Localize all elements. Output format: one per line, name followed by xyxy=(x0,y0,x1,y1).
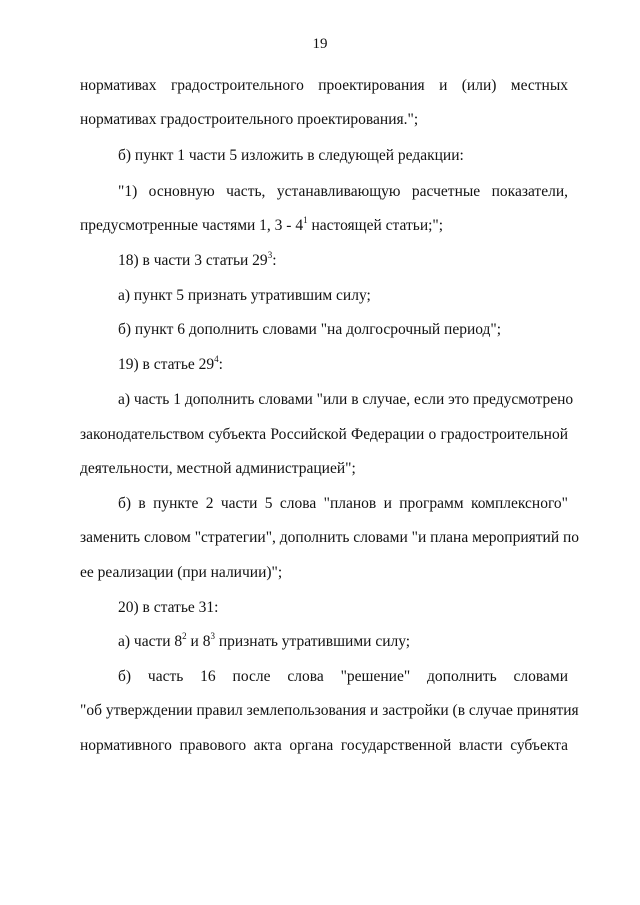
text-line: б) часть 16 после слова "решение" дополнить словами xyxy=(118,668,568,685)
superscript: 3 xyxy=(267,249,273,260)
text-line xyxy=(80,216,568,236)
text-line: а) часть 1 дополнить словами "или в случае, если это предусмотрено xyxy=(118,391,574,408)
text-line: ее реализации (при наличии)"; xyxy=(80,564,283,581)
superscript: 2 xyxy=(182,630,187,641)
text-line: б) в пункте 2 части 5 слова "планов и программ комплексного" xyxy=(118,495,568,512)
text-line: заменить словом "стратегии", дополнить словами "и плана мероприятий по xyxy=(80,529,580,546)
text-segment: настоящей статьи;"; xyxy=(307,217,444,234)
superscript: 1 xyxy=(303,214,308,225)
text-line: нормативах градостроительного проектирования и (или) местных xyxy=(80,77,568,94)
text-line xyxy=(118,632,568,652)
text-line xyxy=(118,355,568,375)
text-line: б) пункт 6 дополнить словами "на долгосрочный период"; xyxy=(118,321,502,338)
text-line: "1) основную часть, устанавливающую расчетные показатели, xyxy=(118,183,568,200)
text-line: деятельности, местной администрацией"; xyxy=(80,460,356,477)
text-line: а) пункт 5 признать утратившим силу; xyxy=(118,287,371,304)
text-segment: 18) в части 3 статьи 29 xyxy=(118,252,268,269)
text-segment: : xyxy=(218,356,223,373)
text-line: б) пункт 1 части 5 изложить в следующей редакции: xyxy=(118,147,464,164)
text-line: "об утверждении правил землепользования и застройки (в случае принятия xyxy=(80,702,579,719)
superscript: 3 xyxy=(210,630,215,641)
text-segment: предусмотренные частями 1, 3 - 4 xyxy=(80,217,304,234)
superscript: 4 xyxy=(214,353,219,364)
text-line xyxy=(118,251,568,271)
text-segment: признать утратившими силу; xyxy=(214,633,411,650)
text-segment: : xyxy=(272,252,277,269)
text-line: 20) в статье 31: xyxy=(118,599,219,616)
text-segment: и 8 xyxy=(186,633,211,650)
text-segment: а) части 8 xyxy=(118,633,183,650)
text-segment: 19) в статье 29 xyxy=(118,356,215,373)
text-line: законодательством субъекта Российской Федерации о градостроительной xyxy=(80,426,568,443)
text-line: нормативах градостроительного проектирования."; xyxy=(80,111,419,128)
text-line: нормативного правового акта органа государственной власти субъекта xyxy=(80,737,568,754)
page-number: 19 xyxy=(312,36,328,52)
